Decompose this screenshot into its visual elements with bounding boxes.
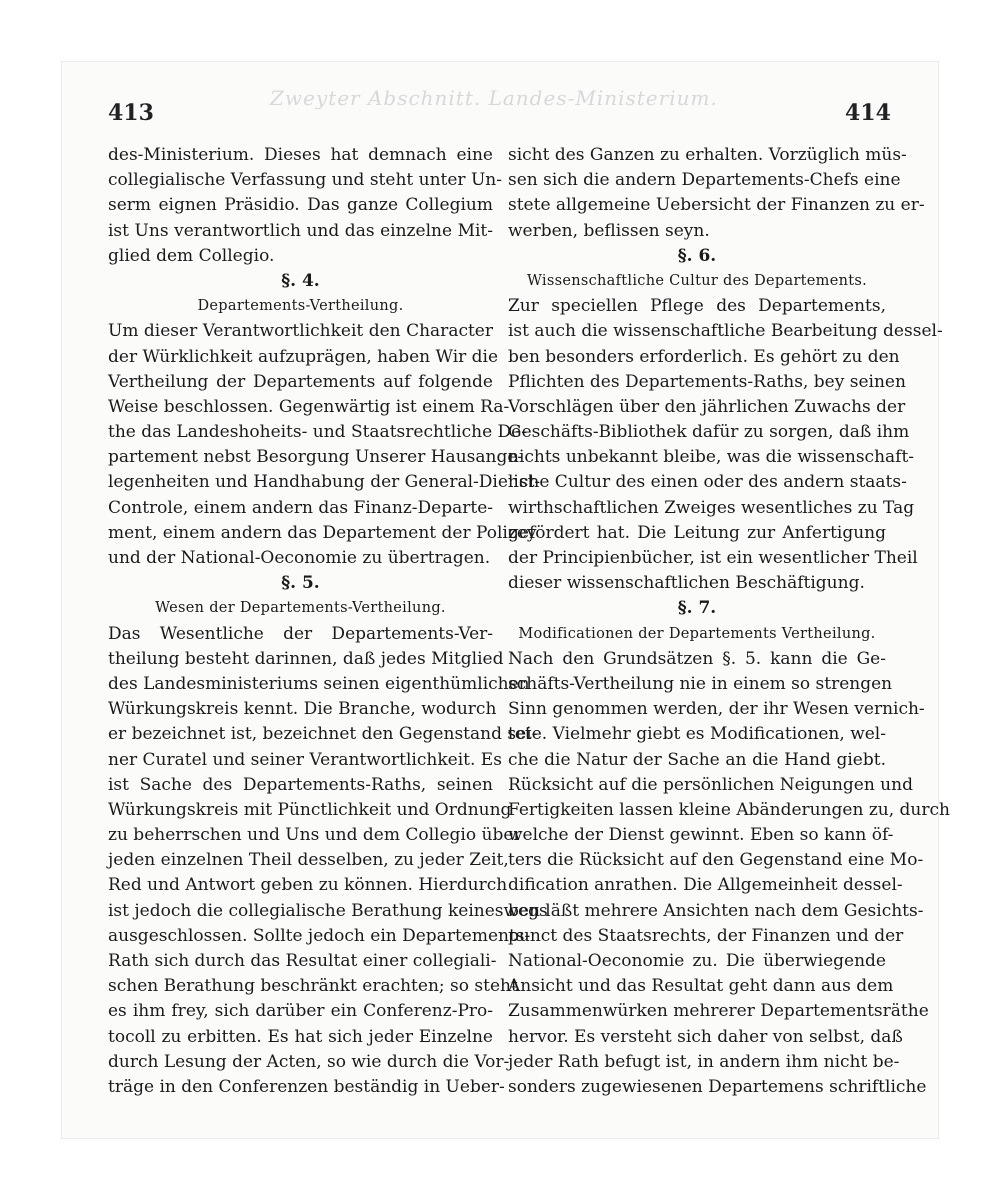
text-line: ner Curatel und seiner Verantwortlichkeit. Es <box>108 749 502 770</box>
section-4-paragraph <box>108 319 541 571</box>
text-line: Zur speciellen Pflege des Departements, <box>508 296 886 317</box>
text-line: Pflichten des Departements-Raths, bey seinen <box>508 371 906 392</box>
text-line: liche Cultur des einen oder des andern staats- <box>508 472 907 493</box>
text-line: Rücksicht auf die persönlichen Neigungen und <box>508 774 913 795</box>
text-line: werben, beflissen seyn. <box>508 220 710 241</box>
section-7-paragraph <box>508 647 950 1100</box>
text-line: Weise beschlossen. Gegenwärtig ist einem Ra- <box>108 396 510 417</box>
section-6-mark: §. 6. <box>677 245 717 266</box>
section-4-heading: Departements-Vertheilung. <box>197 298 404 315</box>
text-line: ment, einem andern das Departement der Polizey <box>108 522 537 543</box>
text-line: ist Sache des Departements-Raths, seinen <box>108 774 493 795</box>
text-line: jeden einzelnen Theil desselben, zu jeder Zeit, <box>108 850 509 871</box>
text-line: der Principienbücher, ist ein wesentlicher Theil <box>508 548 918 568</box>
text-line: zu beherrschen und Uns und dem Collegio über <box>108 825 522 846</box>
text-line: Vorschlägen über den jährlichen Zuwachs der <box>508 396 906 417</box>
text-line: er bezeichnet ist, bezeichnet den Gegenstand sei- <box>108 724 538 745</box>
text-line: Rath sich durch das Resultat einer collegiali- <box>108 951 497 971</box>
text-line: hervor. Es versteht sich daher von selbst, daß <box>508 1026 903 1047</box>
left-text-column <box>108 143 548 1100</box>
text-line: Würkungskreis mit Pünctlichkeit und Ordnung <box>108 799 512 820</box>
text-line: stete allgemeine Uebersicht der Finanzen zu er- <box>508 195 925 216</box>
text-line: Vertheilung der Departements auf folgende <box>108 371 493 392</box>
text-line: National-Oeconomie zu. Die überwiegende <box>508 951 886 971</box>
text-line: schäfts-Vertheilung nie in einem so strengen <box>508 673 893 694</box>
text-line: Zusammenwürken mehrerer Departementsräthe <box>508 1001 929 1022</box>
text-line: jeder Rath befugt ist, in andern ihm nicht be- <box>508 1051 900 1072</box>
text-line: collegialische Verfassung und steht unter Un- <box>108 170 502 191</box>
text-line: sen sich die andern Departements-Chefs eine <box>508 170 901 191</box>
text-line: ters die Rücksicht auf den Gegenstand eine Mo- <box>508 850 924 871</box>
text-line: partement nebst Besorgung Unserer Hausange- <box>108 447 524 468</box>
text-line: ist jedoch die collegialische Berathung keineswegs <box>108 900 548 921</box>
text-line: ausgeschlossen. Sollte jedoch ein Departements- <box>108 925 531 946</box>
text-line: tete. Vielmehr giebt es Modificationen, wel- <box>508 724 886 745</box>
section-7-heading: Modificationen der Departements Vertheilung. <box>518 625 876 642</box>
text-line: the das Landeshoheits- und Staatsrechtliche De- <box>108 422 527 443</box>
text-line: welche der Dienst gewinnt. Eben so kann öf- <box>508 825 894 846</box>
text-line: che die Natur der Sache an die Hand giebt. <box>508 749 886 770</box>
text-line: sicht des Ganzen zu erhalten. Vorzüglich müs- <box>508 145 907 165</box>
text-line: ist auch die wissenschaftliche Bearbeitung dessel- <box>508 321 943 342</box>
text-line: serm eignen Präsidio. Das ganze Collegium <box>108 195 493 216</box>
text-line: glied dem Collegio. <box>108 245 275 266</box>
text-line: Fertigkeiten lassen kleine Abänderungen zu, durch <box>508 799 950 820</box>
section-5-paragraph <box>108 622 548 1101</box>
text-line: und der National-Oeconomie zu übertragen. <box>108 548 491 568</box>
text-line: der Würklichkeit aufzuprägen, haben Wir die <box>108 346 499 367</box>
text-line: Das Wesentliche der Departements-Ver- <box>108 623 493 644</box>
text-line: Controle, einem andern das Finanz-Departe- <box>108 497 493 518</box>
text-line: des-Ministerium. Dieses hat demnach eine <box>108 145 493 165</box>
text-line: nichts unbekannt bleibe, was die wissenschaft- <box>508 447 915 468</box>
continued-paragraph <box>508 143 925 244</box>
text-line: träge in den Conferenzen beständig in Ueber- <box>108 1076 505 1097</box>
section-5-mark: §. 5. <box>281 573 320 594</box>
text-line: Ansicht und das Resultat geht dann aus dem <box>508 976 894 997</box>
bleed-through-running-head: Zweyter Abschnitt. Landes-Ministerium. <box>270 86 718 110</box>
section-5-heading: Wesen der Departements-Vertheilung. <box>155 600 446 617</box>
text-line: Sinn genommen werden, der ihr Wesen vernich- <box>508 699 925 720</box>
text-line: es ihm frey, sich darüber ein Conferenz-Pro- <box>108 1001 493 1022</box>
left-page-number: 413 <box>108 100 154 126</box>
section-6-paragraph <box>508 294 943 596</box>
text-line: Geschäfts-Bibliothek dafür zu sorgen, daß ihm <box>508 422 910 443</box>
text-line: gefördert hat. Die Leitung zur Anfertigung <box>508 522 886 543</box>
section-7-mark: §. 7. <box>677 598 717 619</box>
right-page-number: 414 <box>845 100 891 126</box>
text-line: punct des Staatsrechts, der Finanzen und der <box>508 925 904 946</box>
text-line: ist Uns verantwortlich und das einzelne Mit- <box>108 220 493 241</box>
text-line: Nach den Grundsätzen §. 5. kann die Ge- <box>508 648 886 669</box>
text-line: ben läßt mehrere Ansichten nach dem Gesichts- <box>508 900 924 921</box>
text-line: tocoll zu erbitten. Es hat sich jeder Einzelne <box>108 1026 493 1047</box>
text-line: theilung besteht darinnen, daß jedes Mitglied <box>108 648 504 669</box>
text-line: sonders zugewiesenen Departemens schriftliche <box>508 1076 927 1097</box>
text-line: dification anrathen. Die Allgemeinheit dessel- <box>508 875 903 896</box>
text-line: dieser wissenschaftlichen Beschäftigung. <box>508 573 865 594</box>
section-6-heading: Wissenschaftliche Cultur des Departements. <box>526 272 868 289</box>
right-text-column <box>508 143 950 1100</box>
text-line: ben besonders erforderlich. Es gehört zu den <box>508 346 900 367</box>
text-line: des Landesministeriums seinen eigenthümlichen <box>108 673 530 694</box>
text-line: Würkungskreis kennt. Die Branche, wodurch <box>108 699 497 720</box>
text-line: Um dieser Verantwortlichkeit den Character <box>108 321 493 342</box>
text-line: wirthschaftlichen Zweiges wesentliches zu Tag <box>508 497 915 518</box>
text-line: legenheiten und Handhabung der General-Dienst- <box>108 472 541 493</box>
text-line: schen Berathung beschränkt erachten; so steht <box>108 976 518 997</box>
section-4-mark: §. 4. <box>281 270 320 291</box>
text-line: Red und Antwort geben zu können. Hierdurch <box>108 875 508 896</box>
text-line: durch Lesung der Acten, so wie durch die Vor- <box>108 1051 510 1072</box>
intro-paragraph <box>108 143 502 269</box>
